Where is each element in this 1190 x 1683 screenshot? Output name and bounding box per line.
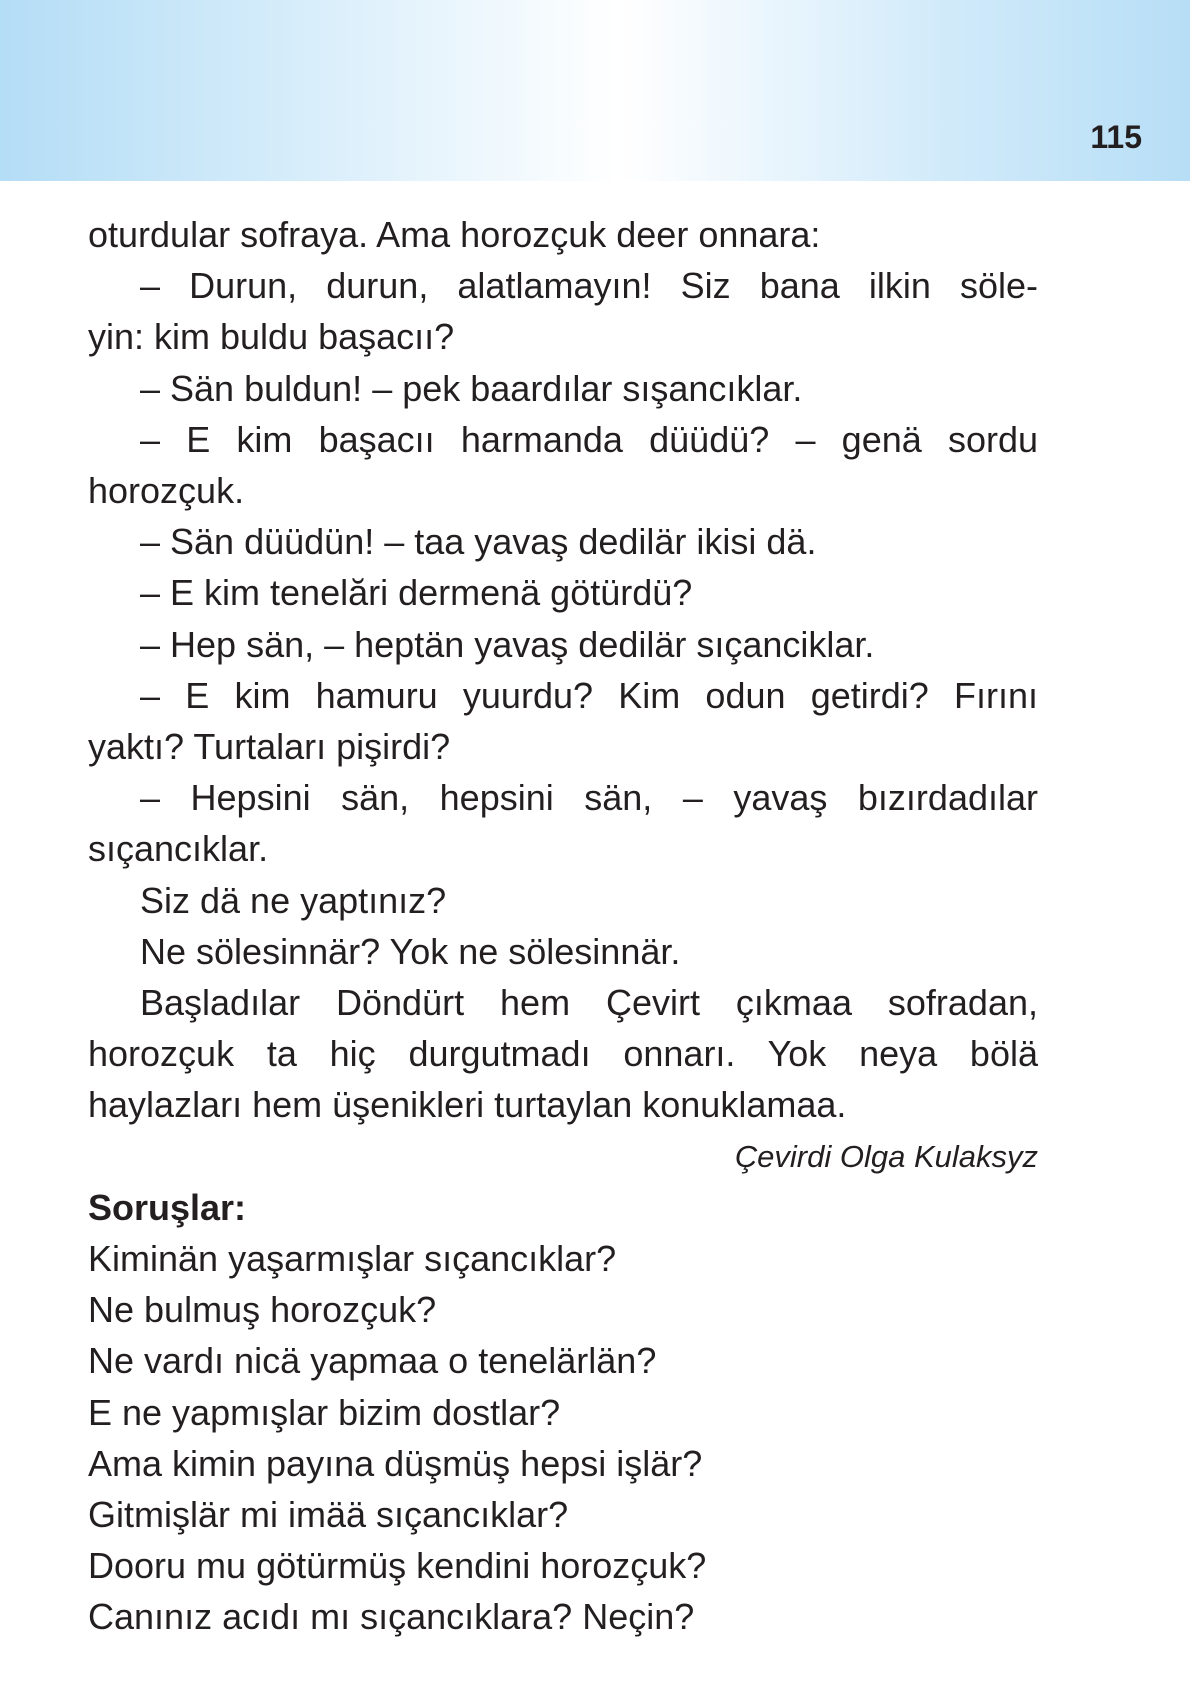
story-line: horozçuk ta hiç durgutmadı onnarı. Yok neya bölä xyxy=(88,1033,1038,1075)
story-line: – Sän düüdün! – taa yavaş dedilär ikisi dä. xyxy=(140,521,817,563)
question-item: Kiminän yaşarmışlar sıçancıklar? xyxy=(88,1238,617,1280)
story-line: horozçuk. xyxy=(88,470,245,512)
question-item: Ne vardı nicä yapmaa o tenelärlän? xyxy=(88,1340,657,1382)
question-item: Ne bulmuş horozçuk? xyxy=(88,1289,437,1331)
story-line: Başladılar Döndürt hem Çevirt çıkmaa sofradan, xyxy=(140,982,1038,1024)
story-line: – Durun, durun, alatlamayın! Siz bana ilkin söle- xyxy=(140,265,1038,307)
story-line: sıçancıklar. xyxy=(88,828,269,870)
question-item: Gitmişlär mi imää sıçancıklar? xyxy=(88,1494,569,1536)
question-item: Dooru mu götürmüş kendini horozçuk? xyxy=(88,1545,707,1587)
story-line: – E kim tenelări dermenä götürdü? xyxy=(140,572,693,614)
story-line: oturdular sofraya. Ama horozçuk deer onnara: xyxy=(88,214,821,255)
story-line: – E kim hamuru yuurdu? Kim odun getirdi? Fırını xyxy=(140,674,1038,716)
story-line: yin: kim buldu başacıı? xyxy=(88,316,455,358)
page-text xyxy=(88,209,1038,1643)
story-line: – E kim başacıı harmanda düüdü? – genä sordu xyxy=(140,418,1038,460)
header-band xyxy=(0,0,1190,181)
question-item: Ama kimin payına düşmüş hepsi işlär? xyxy=(88,1442,703,1484)
story-line: Siz dä ne yaptınız? xyxy=(140,879,447,921)
story-line: – Hep sän, – heptän yavaş dedilär sıçanciklar. xyxy=(140,623,875,665)
questions-list xyxy=(88,1233,1038,1643)
story-line: haylazları hem üşenikleri turtaylan konuklamaa. xyxy=(88,1084,847,1126)
question-item: Canınız acıdı mı sıçancıklara? Neçin? xyxy=(88,1596,695,1638)
story-line: – Hepsini sän, hepsini sän, – yavaş bızırdadılar xyxy=(140,777,1038,819)
story-body xyxy=(88,209,1038,1131)
questions-heading: Soruşlar: xyxy=(88,1186,247,1228)
page-number: 115 xyxy=(1090,119,1142,155)
story-line: yaktı? Turtaları pişirdi? xyxy=(88,726,451,768)
translator-credit: Çevirdi Olga Kulaksyz xyxy=(734,1138,1038,1174)
story-line: Ne sölesinnär? Yok ne sölesinnär. xyxy=(140,930,681,972)
question-item: E ne yapmışlar bizim dostlar? xyxy=(88,1391,561,1433)
story-line: – Sän buldun! – pek baardılar sışancıklar. xyxy=(140,367,803,409)
